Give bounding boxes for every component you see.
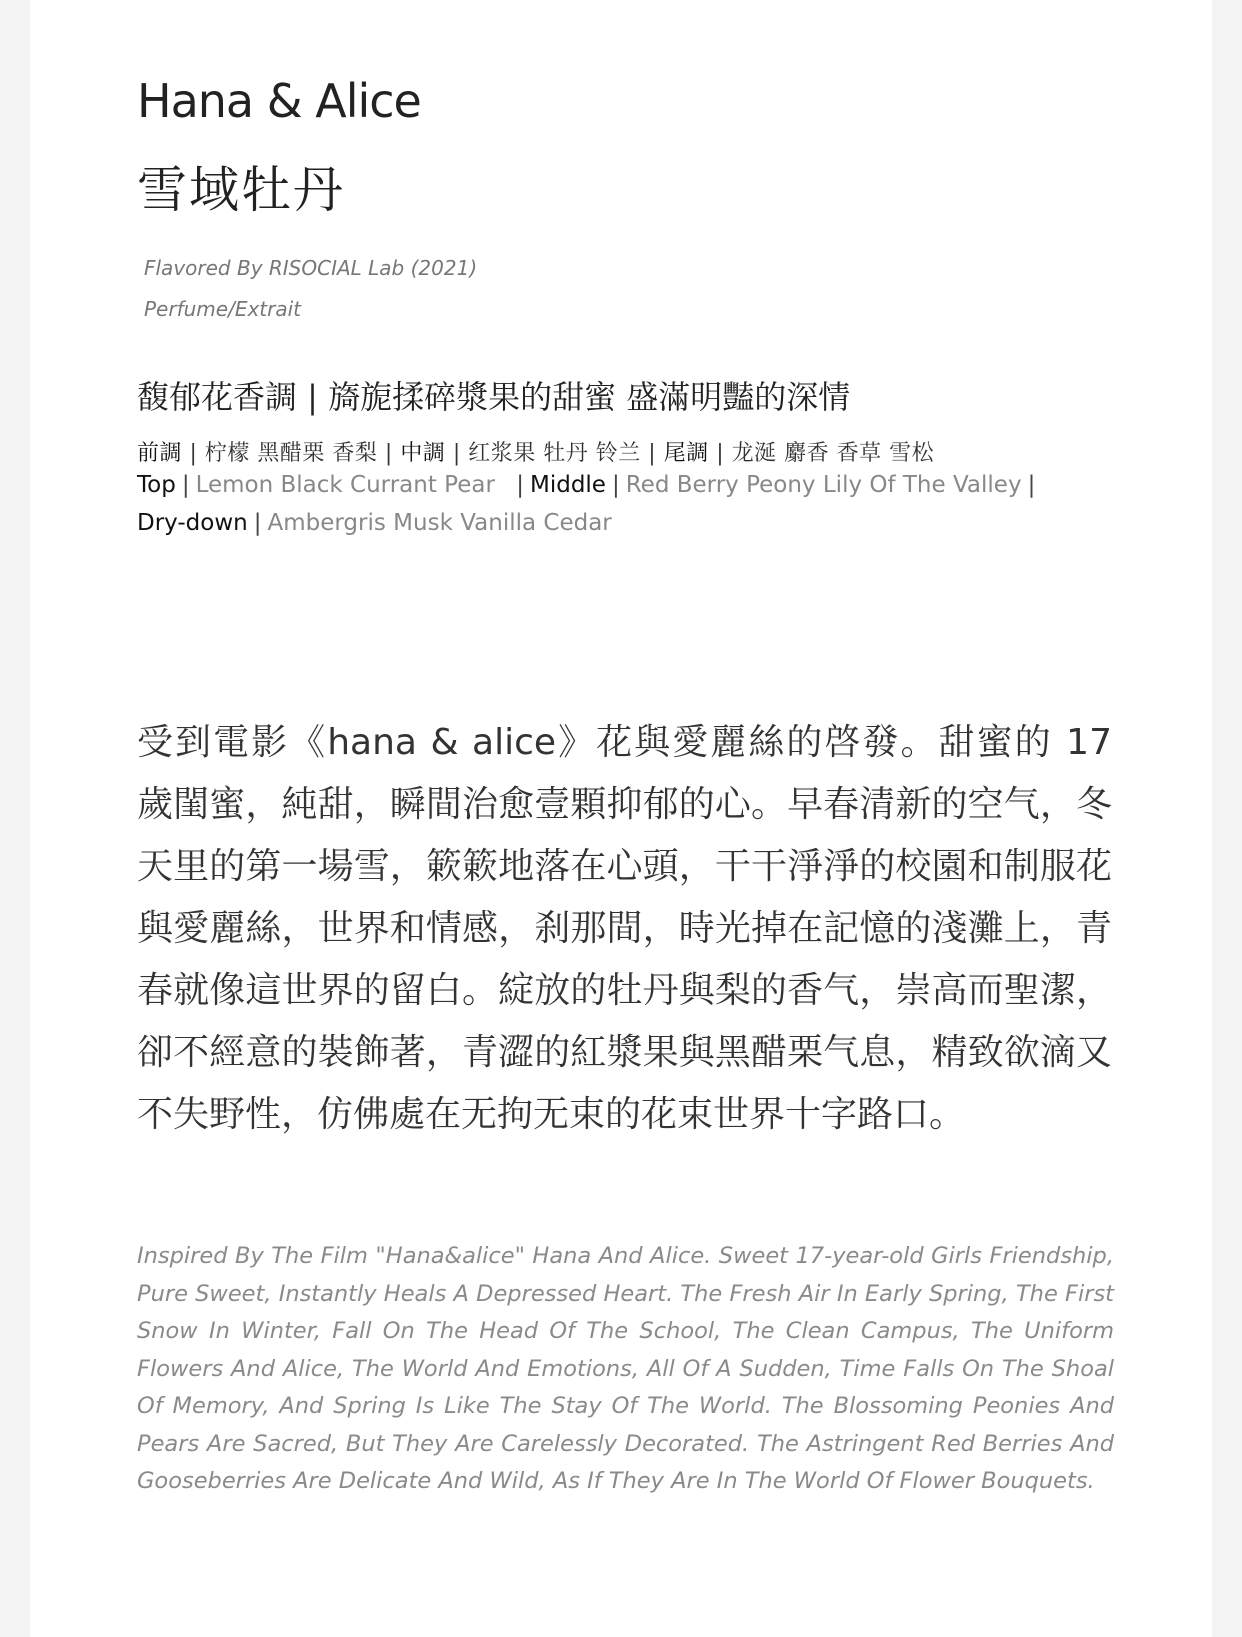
title-english: Hana & Alice [137,74,421,128]
document-page [30,0,1212,1637]
note-label-base-en: Dry-down [137,510,248,536]
title-chinese: 雪域牡丹 [137,161,345,219]
note-label-top-en: Top [137,472,176,498]
note-label-middle-en: Middle [529,472,606,498]
flavored-by-text: Flavored By RISOCIAL Lab (2021) [144,256,478,280]
description-chinese: 受到電影《hana & alice》花與愛麗絲的啓發。甜蜜的 17 歲閨蜜，純甜，瞬間治愈壹顆抑郁的心。早春清新的空气，冬天里的第一場雪，簌簌地落在心頭，干干淨淨的校園和制服花與愛麗絲，世界和情感，刹那間，時光掉在記憶的淺灘上，青春就像這世界的留白。綻放的牡丹與梨的香气，崇高而聖潔，卻不經意的裝飾著，青澀的紅漿果與黑醋栗气息，精致欲滴又不失野性，仿佛處在无拘无束的花束世界十字路口。 [137,722,1112,1135]
note-items-middle-zh: 红浆果 牡丹 铃兰 [468,441,641,466]
notes-english-line-1: Top | Lemon Black Currant Pear | Middle | Red Berry Peony Lily Of The Valley | [137,472,1036,498]
note-items-middle-en: Red Berry Peony Lily Of The Valley [625,472,1022,498]
note-label-top-zh: 前調 [137,441,183,466]
product-type-text: Perfume/Extrait [144,297,302,321]
note-label-middle-zh: 中調 [400,441,446,466]
scent-headline: 馥郁花香調 | 旖旎揉碎漿果的甜蜜 盛滿明豔的深情 [137,378,851,416]
notes-chinese: 前調 | 柠檬 黑醋栗 香梨 | 中調 | 红浆果 牡丹 铃兰 | 尾調 | 龙涎 麝香 香草 雪松 [137,441,935,466]
note-items-base-en: Ambergris Musk Vanilla Cedar [267,510,612,536]
note-items-top-en: Lemon Black Currant Pear [195,472,495,498]
note-items-base-zh: 龙涎 麝香 香草 雪松 [731,441,935,466]
description-english: Inspired By The Film "Hana&alice" Hana And Alice. Sweet 17-year-old Girls Friendship, Pure Sweet, Instantly Heals A Depressed Heart. The Fresh Air In Early Spring, The First Snow In Winter, Fall On The Head Of The School, The Clean Campus, The Uniform Flowers And Alice, The World And Emotions, All Of A Sudden, Time Falls On The Shoal Of Memory, And Spring Is Like The Stay Of The World. The Blossoming Peonies And Pears Are Sacred, But They Are Carelessly Decorated. The Astringent Red Berries And Gooseberries Are Delicate And Wild, As If They Are In The World Of Flower Bouquets. [137,1243,1114,1494]
note-label-base-zh: 尾調 [663,441,709,466]
note-items-top-zh: 柠檬 黑醋栗 香梨 [204,441,378,466]
notes-english-line-2: Dry-down | Ambergris Musk Vanilla Cedar [137,510,612,536]
